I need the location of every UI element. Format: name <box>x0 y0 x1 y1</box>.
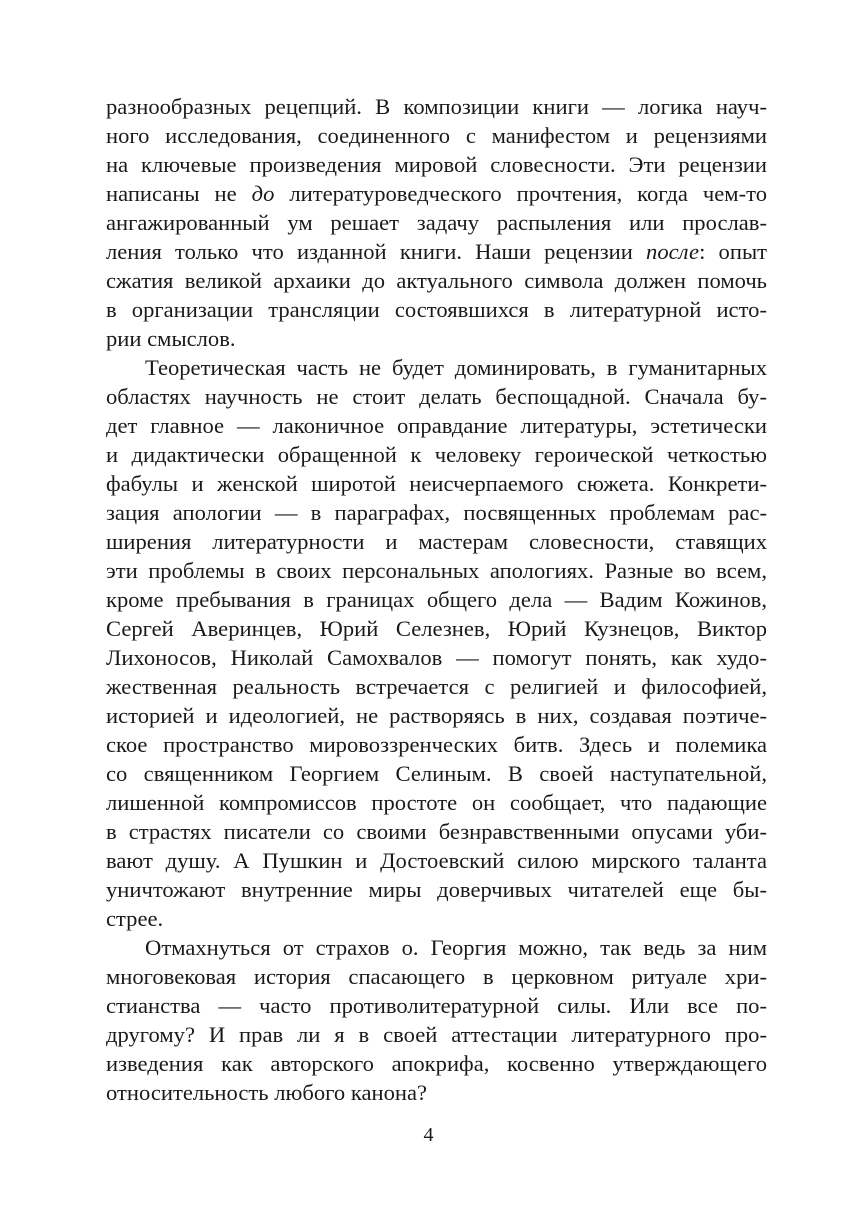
text-span: эти проблемы в своих персональных апологиях. Разные во всем, <box>106 558 767 583</box>
text-line <box>106 150 767 179</box>
text-span: многовековая история спасающего в церковном ритуале хри- <box>106 964 767 989</box>
text-line <box>106 730 767 759</box>
text-span: со священником Георгием Селиным. В своей наступательной, <box>106 761 767 786</box>
text-line <box>106 266 767 295</box>
italic-text: до <box>251 181 275 206</box>
text-span: : опыт <box>699 239 767 264</box>
text-span: другому? И прав ли я в своей аттестации литературного про- <box>106 1022 767 1047</box>
text-span: рии смыслов. <box>106 326 236 351</box>
text-line <box>106 759 767 788</box>
text-span: стрее. <box>106 906 164 931</box>
text-line <box>106 179 767 208</box>
text-span: ного исследования, соединенного с манифестом и рецензиями <box>106 123 767 148</box>
text-line <box>106 208 767 237</box>
page-body <box>106 92 767 1107</box>
paragraph <box>106 933 767 1107</box>
text-span: в страстях писатели со своими безнравственными опусами уби- <box>106 819 767 844</box>
text-span: ления только что изданной книги. Наши рецензии <box>106 239 647 264</box>
text-span: дет главное — лаконичное оправдание литературы, эстетически <box>106 413 767 438</box>
text-span: жественная реальность встречается с религией и философией, <box>106 674 767 699</box>
text-span: кроме пребывания в границах общего дела — Вадим Кожинов, <box>106 587 767 612</box>
text-span: ское пространство мировоззренческих битв. Здесь и полемика <box>106 732 767 757</box>
text-line <box>106 585 767 614</box>
text-line <box>106 353 767 382</box>
text-line <box>106 991 767 1020</box>
text-line <box>106 382 767 411</box>
text-line <box>106 788 767 817</box>
text-line <box>106 875 767 904</box>
page-number: 4 <box>423 1124 434 1146</box>
text-line <box>106 817 767 846</box>
text-span: областях научность не стоит делать беспощадной. Сначала бу- <box>106 384 767 409</box>
text-line <box>106 962 767 991</box>
text-line <box>106 701 767 730</box>
text-span: написаны не <box>106 181 252 206</box>
text-line <box>106 498 767 527</box>
text-span: Лихоносов, Николай Самохвалов — помогут понять, как худо- <box>106 645 767 670</box>
text-span: и дидактически обращенной к человеку героической четкостью <box>106 442 767 467</box>
text-span: изведения как авторского апокрифа, косвенно утверждающего <box>106 1051 767 1076</box>
text-span: ангажированный ум решает задачу распыления или прослав- <box>106 210 767 235</box>
text-line <box>106 1049 767 1078</box>
text-span: в организации трансляции состоявшихся в литературной исто- <box>106 297 767 322</box>
text-span: стианства — часто противолитературной силы. Или все по- <box>106 993 767 1018</box>
text-span: ширения литературности и мастерам словесности, ставящих <box>106 529 767 554</box>
italic-text: после <box>646 239 700 264</box>
text-span: Отмахнуться от страхов о. Георгия можно, так ведь за ним <box>145 935 767 960</box>
text-line <box>106 324 767 353</box>
text-line <box>106 411 767 440</box>
text-line <box>106 440 767 469</box>
text-span: фабулы и женской широтой неисчерпаемого сюжета. Конкрети- <box>106 471 767 496</box>
text-span: уничтожают внутренние миры доверчивых читателей еще бы- <box>106 877 767 902</box>
text-span: сжатия великой архаики до актуального символа должен помочь <box>106 268 767 293</box>
text-span: лишенной компромиссов простоте он сообщает, что падающие <box>106 790 767 815</box>
text-line <box>106 295 767 324</box>
text-line <box>106 1020 767 1049</box>
text-line <box>106 614 767 643</box>
text-span: Теоретическая часть не будет доминировать, в гуманитарных <box>145 355 767 380</box>
text-span: литературоведческого прочтения, когда чем-то <box>274 181 767 206</box>
text-span: вают душу. А Пушкин и Достоевский силою мирского таланта <box>106 848 767 873</box>
text-line <box>106 121 767 150</box>
paragraph <box>106 353 767 933</box>
text-span: относительность любого канона? <box>106 1080 428 1105</box>
text-span: Сергей Аверинцев, Юрий Селезнев, Юрий Кузнецов, Виктор <box>106 616 767 641</box>
text-line <box>106 672 767 701</box>
text-span: разнообразных рецепций. В композиции книги — логика науч- <box>106 94 767 119</box>
text-span: на ключевые произведения мировой словесности. Эти рецензии <box>106 152 767 177</box>
text-line <box>106 92 767 121</box>
text-line <box>106 237 767 266</box>
text-line <box>106 846 767 875</box>
text-line <box>106 1078 767 1107</box>
text-span: зация апологии — в параграфах, посвященных проблемам рас- <box>106 500 767 525</box>
text-line <box>106 556 767 585</box>
text-line <box>106 933 767 962</box>
text-line <box>106 904 767 933</box>
text-line <box>106 469 767 498</box>
text-span: историей и идеологией, не растворяясь в них, создавая поэтиче- <box>106 703 767 728</box>
text-line <box>106 643 767 672</box>
paragraph <box>106 92 767 353</box>
text-line <box>106 527 767 556</box>
